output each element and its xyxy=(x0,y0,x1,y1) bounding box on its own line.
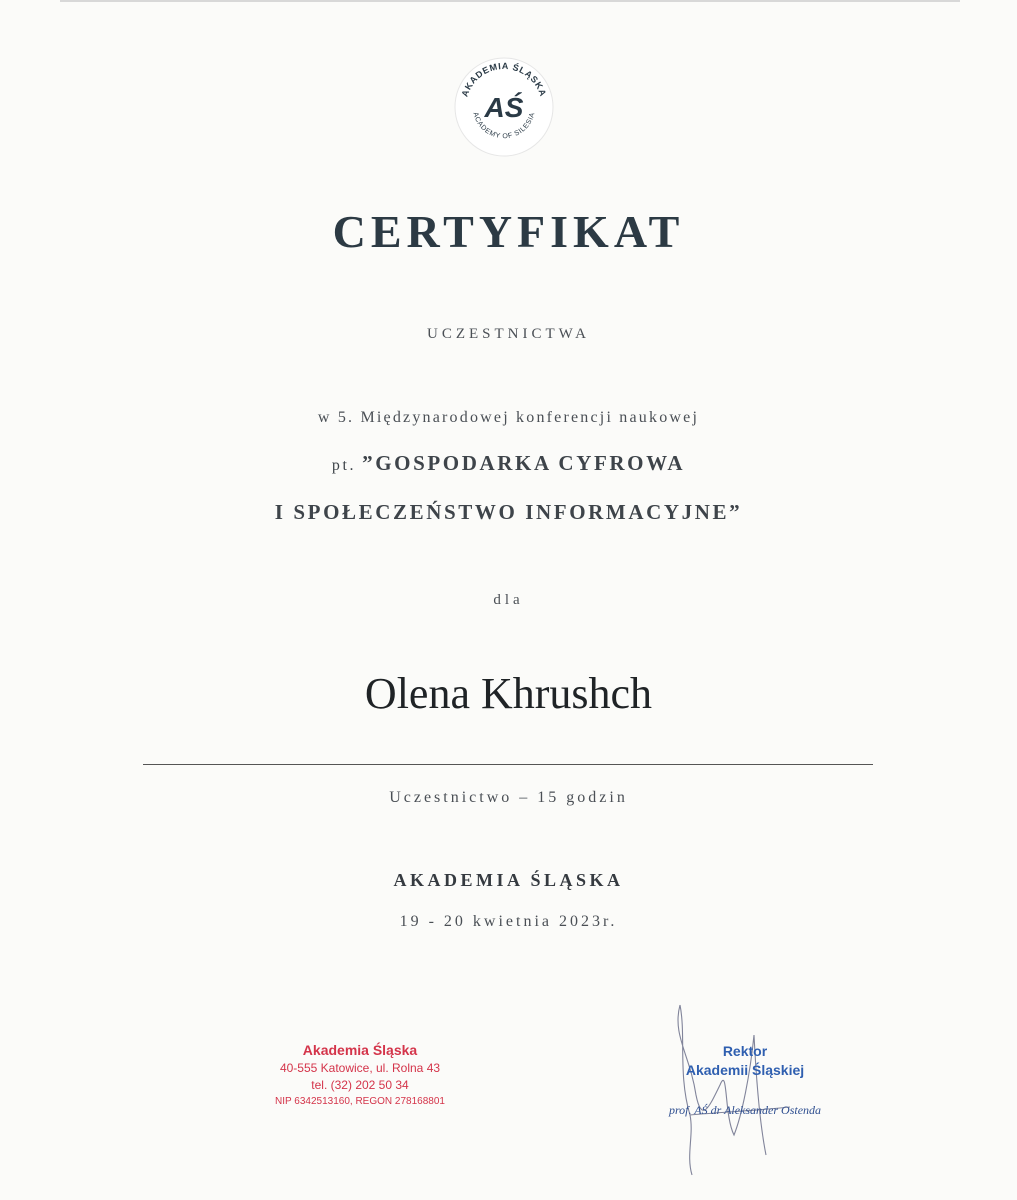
signature-role xyxy=(650,1042,840,1080)
participation-hours: Uczestnictwo – 15 godzin xyxy=(389,789,628,806)
institution-name: AKADEMIA ŚLĄSKA xyxy=(393,870,624,890)
logo-ring-top-text: AKADEMIA ŚLĄSKA xyxy=(459,60,549,99)
stamp-ids: NIP 6342513160, REGON 278168801 xyxy=(275,1096,445,1107)
topic-title-part-1: ”GOSPODARKA CYFROWA xyxy=(362,451,686,475)
institution-stamp xyxy=(240,1040,480,1110)
role-line-2: Akademii Śląskiej xyxy=(685,1062,805,1078)
conference-topic-line-1 xyxy=(0,451,1017,476)
for-label: dla xyxy=(493,592,524,608)
topic-prefix: pt. xyxy=(331,457,357,474)
conference-topic-line-2: I SPOŁECZEŃSTWO INFORMACYJNE” xyxy=(274,500,743,524)
handwritten-signature xyxy=(650,995,800,1185)
certificate-subtitle: UCZESTNICTWA xyxy=(427,326,590,342)
certificate-title: CERTYFIKAT xyxy=(332,206,685,257)
recipient-name: Olena Khrushch xyxy=(364,669,653,718)
stamp-address: 40-555 Katowice, ul. Rolna 43 xyxy=(279,1061,441,1075)
top-edge-line xyxy=(60,0,960,2)
conference-intro: w 5. Międzynarodowej konferencji naukowej xyxy=(317,409,700,426)
stamp-name: Akademia Śląska xyxy=(302,1042,418,1058)
name-underline xyxy=(143,764,873,765)
logo-ring-bottom-text: ACADEMY OF SILESIA xyxy=(471,111,537,141)
event-dates: 19 - 20 kwietnia 2023r. xyxy=(399,913,618,930)
academy-logo xyxy=(452,55,556,159)
role-line-1: Rektor xyxy=(722,1043,768,1059)
logo-monogram: AŚ xyxy=(484,92,524,123)
signer-name: prof. AŚ dr Aleksander Ostenda xyxy=(668,1103,822,1117)
stamp-phone: tel. (32) 202 50 34 xyxy=(311,1078,409,1092)
